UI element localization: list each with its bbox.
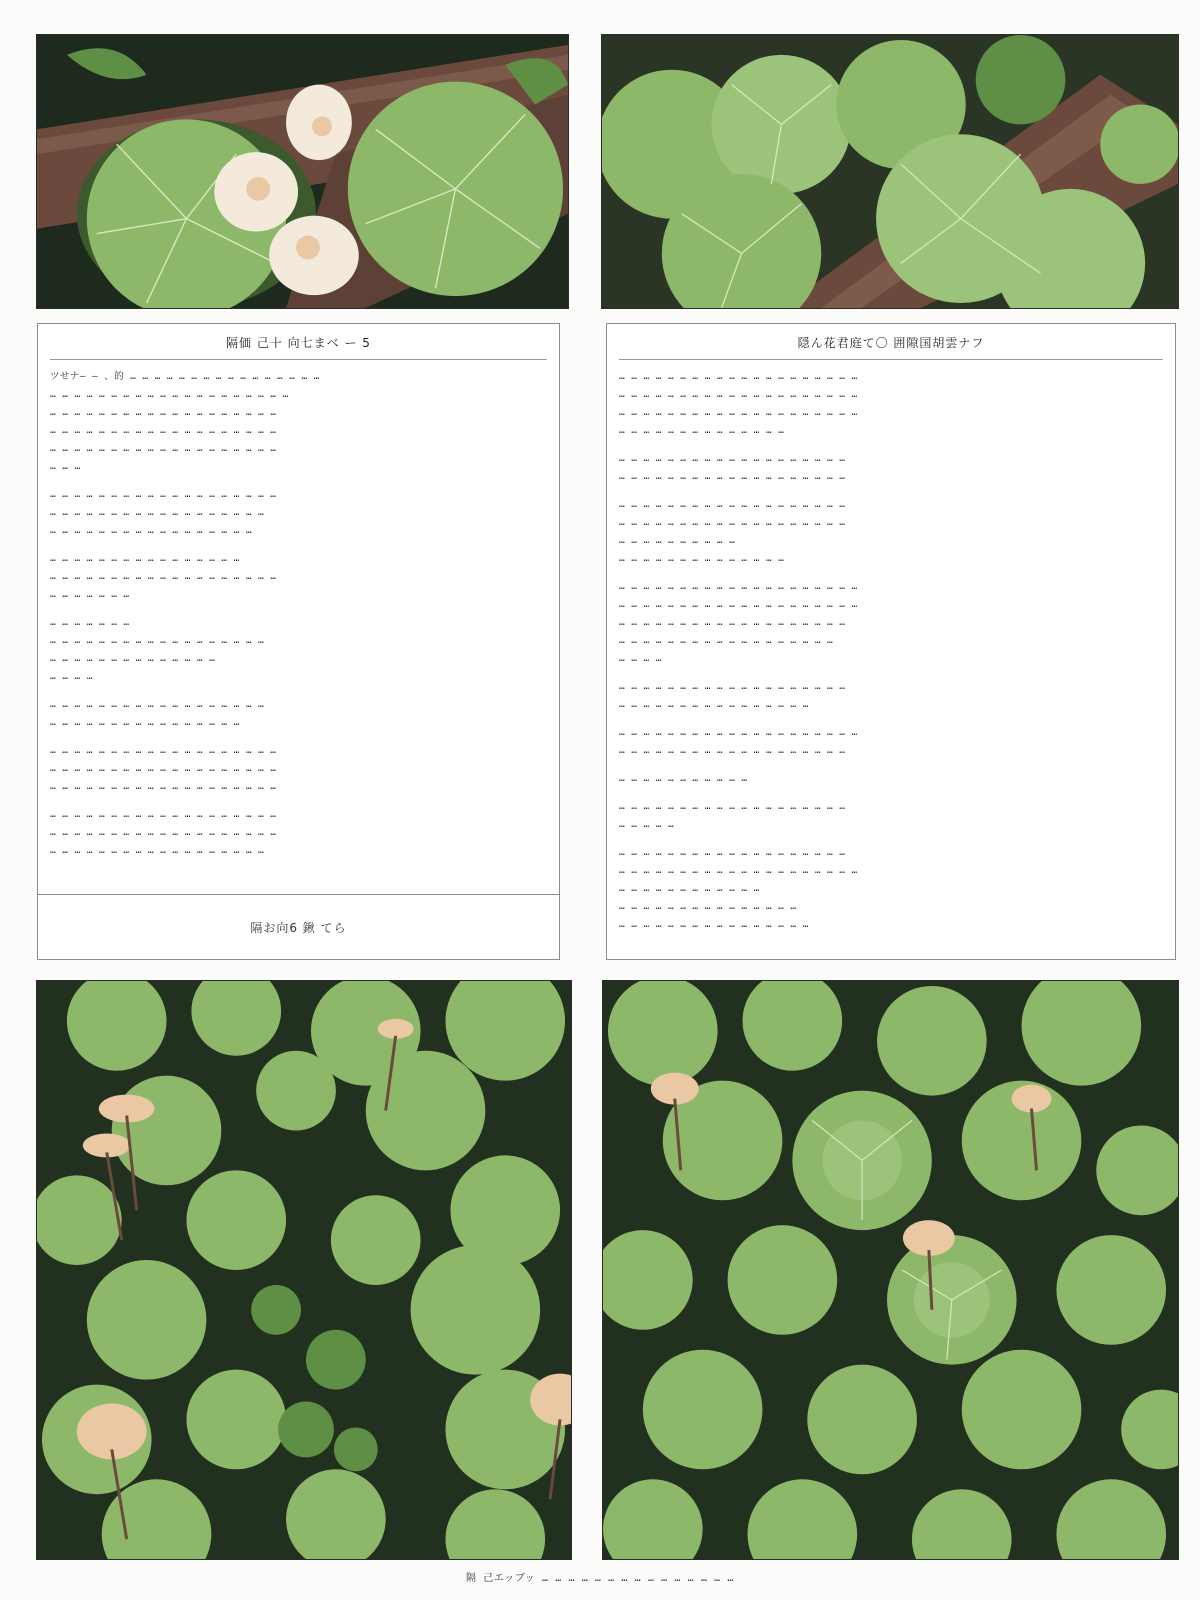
text-line: … … … … … … … … … … … … … … … … … … … — [50, 763, 277, 774]
paragraph — [619, 798, 1163, 834]
text-line: … … … … … … … … … … … … … … … … … … … — [50, 571, 277, 582]
paragraph — [619, 724, 1163, 760]
footer-caption: 隔 己エッブッ … … … … … … … … … … … … … … … — [466, 1573, 734, 1584]
text-line: … … … … … … … … … … … … … … … … — [50, 717, 240, 728]
text-panel-right-body — [619, 368, 1163, 934]
leaves-and-mushrooms-illustration — [37, 35, 568, 308]
text-line: … … … … … … … … … … … … … … … … … … … — [619, 745, 846, 756]
text-line: … … … … … … … … … … … … … … … … … … … — [619, 617, 846, 628]
text-line: … … … … … … … … … … … … … … … … … … … — [619, 801, 846, 812]
dense-leaves-illustration — [603, 981, 1178, 1559]
text-line: … … … … … … … … … … … … … … … … … … … — [50, 781, 277, 792]
paragraph — [50, 550, 547, 604]
text-line: … … … — [50, 461, 81, 472]
leaves-on-log-illustration — [602, 35, 1178, 308]
divider — [619, 359, 1163, 360]
text-panel-right — [606, 323, 1176, 960]
image-bottom-left — [36, 980, 572, 1560]
paragraph — [619, 578, 1163, 668]
paragraph — [50, 486, 547, 540]
paragraph — [50, 742, 547, 796]
caption-text: 隔お向6 鍬 てら — [250, 920, 347, 935]
text-line: … … … … … … … … … … … … … … … … … … … — [50, 443, 277, 454]
text-line: … … … … … — [619, 819, 675, 830]
text-line: … … … … … … … … … … … … … … … … … … — [50, 507, 265, 518]
text-line: … … … … … … … … … … … … … … … … … … … — [50, 407, 277, 418]
text-line: … … … … … … … … … … … … … … — [619, 553, 785, 564]
text-line: … … … … … … … … … … … … … … … … … … … — [619, 681, 846, 692]
text-line: … … … … … … … … … … … … … … — [50, 653, 216, 664]
text-line: … … … … … … … … … … … … … … … … … … … … — [619, 727, 858, 738]
divider — [50, 359, 547, 360]
text-line: … … … … … … … … … … … … … … … … … … … — [50, 827, 277, 838]
text-line: … … … … … … … — [50, 589, 130, 600]
dense-leaves-with-mushrooms-illustration — [37, 981, 571, 1559]
image-top-left — [36, 34, 569, 309]
text-line: … … … … … … … … … … … … … … … … … … — [50, 845, 265, 856]
image-bottom-right — [602, 980, 1179, 1560]
text-line: … … … … — [50, 671, 93, 682]
text-line: … … … … … … … … … … … … … … … … … … … … — [619, 599, 858, 610]
paragraph — [50, 368, 547, 476]
text-line: … … … … … … … — [50, 617, 130, 628]
text-panel-left-body — [50, 368, 547, 860]
text-line: … … … … … … … … … … … … … … … … … … … — [619, 517, 846, 528]
text-line: … … … … … … … … … … — [619, 535, 736, 546]
text-panel-left — [37, 323, 560, 960]
text-line: … … … … … … … … … … … … … … … … … … … — [50, 425, 277, 436]
text-line: … … … … … … … … … … … … … … … … … … … … — [619, 407, 858, 418]
text-line: … … … … … … … … … … … … … … … … … … … … — [50, 389, 289, 400]
text-line: … … … … … … … … … … … … … … … … … … — [50, 699, 265, 710]
text-panel-left-title: 隔価 己〸 向七まベ ー 5 — [226, 336, 371, 350]
text-line: … … … … … … … … … … … … … … … … … … — [50, 635, 265, 646]
paragraph — [619, 678, 1163, 714]
text-line: ツせナ— — 、的 … … … … … … … … … … … … … … … … — [50, 371, 320, 382]
paragraph — [619, 770, 1163, 788]
paragraph — [619, 844, 1163, 934]
paragraph — [619, 450, 1163, 486]
text-line: … … … … … … … … … … … … … … … … … … … — [619, 847, 846, 858]
text-line: … … … … … … … … … … … … … … … … … … … … — [619, 581, 858, 592]
paragraph — [50, 806, 547, 860]
image-top-right — [601, 34, 1179, 309]
text-line: … … … … … … … … … … … … … … … … … … … … — [619, 865, 858, 876]
text-line: … … … … … … … … … … … … … … … … … … … — [619, 499, 846, 510]
text-line: … … … … … … … … … … … … … … … … … … … … — [619, 371, 858, 382]
paragraph — [619, 368, 1163, 440]
text-line: … … … … … … … … … … … … … … … … … … … — [50, 489, 277, 500]
text-line: … … … … … … … … … … … … … … … … — [50, 553, 240, 564]
text-line: … … … … … … … … … … … … … … — [619, 425, 785, 436]
paragraph — [50, 614, 547, 686]
text-line: … … … … … … … … … … … … … … … … … … — [619, 635, 834, 646]
text-line: … … … … — [619, 653, 662, 664]
paragraph — [50, 696, 547, 732]
text-line: … … … … … … … … … … … … … … … … — [619, 699, 809, 710]
text-panel-left-caption — [38, 894, 559, 959]
text-panel-right-title: 隠ん花君庭て〇 囲隙国胡雲ナフ — [797, 336, 985, 350]
text-line: … … … … … … … … … … … … … … … … … … … — [619, 453, 846, 464]
text-line: … … … … … … … … … … … … … … … … … — [50, 525, 252, 536]
text-line: … … … … … … … … … … … … … … … — [619, 901, 797, 912]
text-line: … … … … … … … … … … … … — [619, 883, 760, 894]
text-line: … … … … … … … … … … … … … … … … … … … — [50, 809, 277, 820]
text-line: … … … … … … … … … … … … … … … … … … … — [50, 745, 277, 756]
text-line: … … … … … … … … … … … … … … … … … … … — [619, 471, 846, 482]
text-line: … … … … … … … … … … … … … … … … — [619, 919, 809, 930]
text-line: … … … … … … … … … … … — [619, 773, 748, 784]
text-line: … … … … … … … … … … … … … … … … … … … … — [619, 389, 858, 400]
paragraph — [619, 496, 1163, 568]
